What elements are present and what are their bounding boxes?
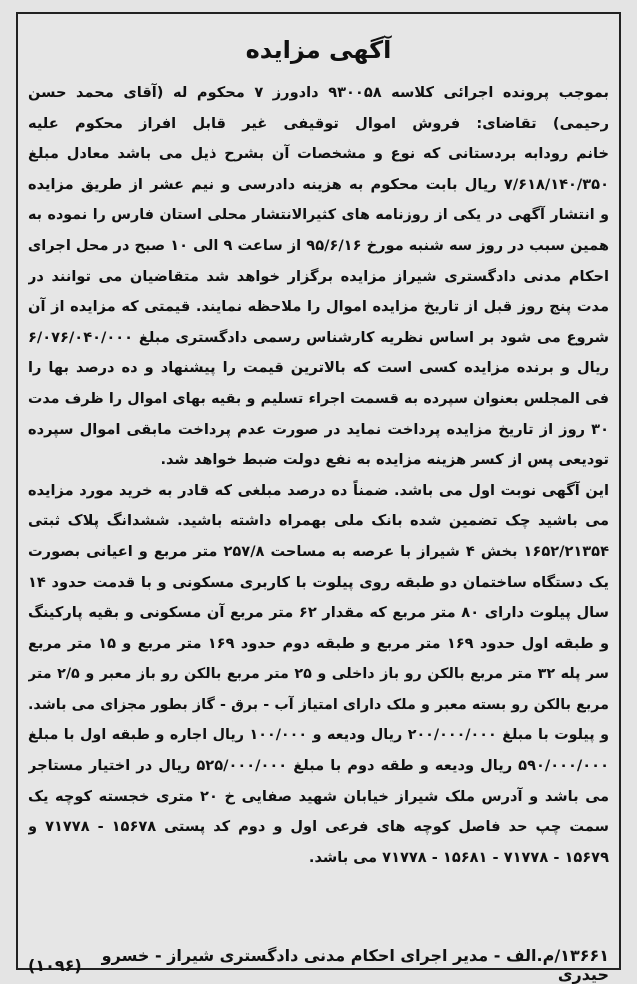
notice-footer <box>28 946 609 984</box>
notice-line: خانم رودابه بردستانی که نوع و مشخصات آن بشرح ذیل می باشد معادل مبلغ <box>28 145 609 163</box>
notice-line: ۱۵۶۷۹ - ۷۱۷۷۸ - ۱۵۶۸۱ - ۷۱۷۷۸ می باشد. <box>308 848 609 866</box>
notice-line: ۱۶۵۲/۲۱۳۵۴ بخش ۴ شیراز با عرصه به مساحت ۲۵۷/۸ متر مربع و اعیانی بصورت <box>28 542 609 560</box>
notice-line: احکام مدنی دادگستری شیراز مزایده برگزار خواهد شد متقاضیان می توانند در <box>28 267 609 285</box>
notice-line: تودیعی پس از کسر هزینه مزایده به نفع دولت ضبط خواهد شد. <box>160 451 609 469</box>
notice-line: می باشید چک تضمین شده بانک ملی بهمراه داشته باشید. ششدانگ پلاک ثبتی <box>28 512 609 530</box>
notice-line: مدت پنج روز قبل از تاریخ مزایده اموال را ملاحظه نمایند. قیمتی که مزایده از آن <box>28 298 609 316</box>
footer-signature: ۱۳۶۶۱/م.الف - مدیر اجرای احکام مدنی دادگستری شیراز - خسرو حیدری <box>101 946 609 984</box>
notice-line: ۳۰ روز از تاریخ مزایده پرداخت نماید در صورت عدم پرداخت مابقی اموال سپرده <box>28 420 609 438</box>
notice-frame <box>16 12 621 984</box>
notice-line: رحیمی) تقاضای: فروش اموال توقیفی غیر قابل افراز محکوم علیه <box>28 114 609 132</box>
notice-line: سر پله ۳۲ متر مربع بالکن رو باز داخلی و ۲۵ متر مربع بالکن رو باز معبر و ۲/۵ متر <box>28 666 609 683</box>
notice-line: یک دستگاه ساختمان دو طبقه روی پیلوت با کاربری مسکونی و با قدمت حدود ۱۴ <box>28 573 609 591</box>
notice-line: و انتشار آگهی در یکی از روزنامه های کثیرالانتشار محلی استان فارس را نموده به <box>28 207 609 224</box>
notice-line: این آگهی نوبت اول می باشد. ضمناً ده درصد مبلغی که قادر به خرید مورد مزایده <box>28 481 609 499</box>
notice-line: بموجب پرونده اجرائی کلاسه ۹۳۰۰۵۸ دادورز ۷ محکوم له (آقای محمد حسن <box>28 84 609 101</box>
notice-line: مربع بالکن رو بسته معبر و ملک دارای امتیاز آب - برق - گاز بطور مجزای می باشد. <box>28 696 609 713</box>
notice-line: ۵۹۰/۰۰۰/۰۰۰ ریال ودیعه و طقه دوم با مبلغ ۵۲۵/۰۰۰/۰۰۰ ریال در اختیار مستاجر <box>28 757 609 775</box>
notice-line: و طبقه اول حدود ۱۶۹ متر مربع و طبقه دوم حدود ۱۶۹ متر مربع و ۱۵ متر مربع <box>28 634 609 652</box>
notice-title: آگهی مزایده <box>245 36 392 64</box>
notice-line: سال پیلوت دارای ۸۰ متر مربع که مقدار ۶۲ متر مربع آن مسکونی و بقیه پارکینگ <box>28 604 609 622</box>
notice-line: ۷/۶۱۸/۱۴۰/۳۵۰ ریال بابت محکوم به هزینه دادرسی و نیم عشر از طریق مزایده <box>28 175 609 193</box>
notice-line: و پیلوت با مبلغ ۲۰۰/۰۰۰/۰۰۰ ریال ودیعه و ۱۰۰/۰۰۰ ریال اجاره و طبقه اول با مبلغ <box>28 727 609 744</box>
notice-body <box>28 78 609 873</box>
notice-line: می باشد و آدرس ملک شیراز خیابان شهید صفایی خ ۲۰ متری خجسته کوچه یک <box>28 787 609 805</box>
notice-line: شروع می شود بر اساس نظریه کارشناس رسمی دادگستری مبلغ ۶/۰۷۶/۰۴۰/۰۰۰ <box>28 328 609 346</box>
notice-line: سمت چپ حد فاصل کوچه های فرعی اول و دوم کد پستی ۱۵۶۷۸ - ۷۱۷۷۸ و <box>28 818 609 836</box>
notice-line: فی المجلس بعنوان سپرده به قسمت اجراء تسلیم و بقیه بهای اموال را ظرف مدت <box>28 390 609 407</box>
notice-line: همین سبب در روز سه شنبه مورخ ۹۵/۶/۱۶ از ساعت ۹ الی ۱۰ صبح در محل اجرای <box>28 236 609 254</box>
footer-code: (۱۰۹۶) <box>28 955 82 975</box>
notice-line: ریال و برنده مزایده کسی است که بالاترین قیمت را پیشنهاد و ده درصد بها را <box>28 359 609 377</box>
